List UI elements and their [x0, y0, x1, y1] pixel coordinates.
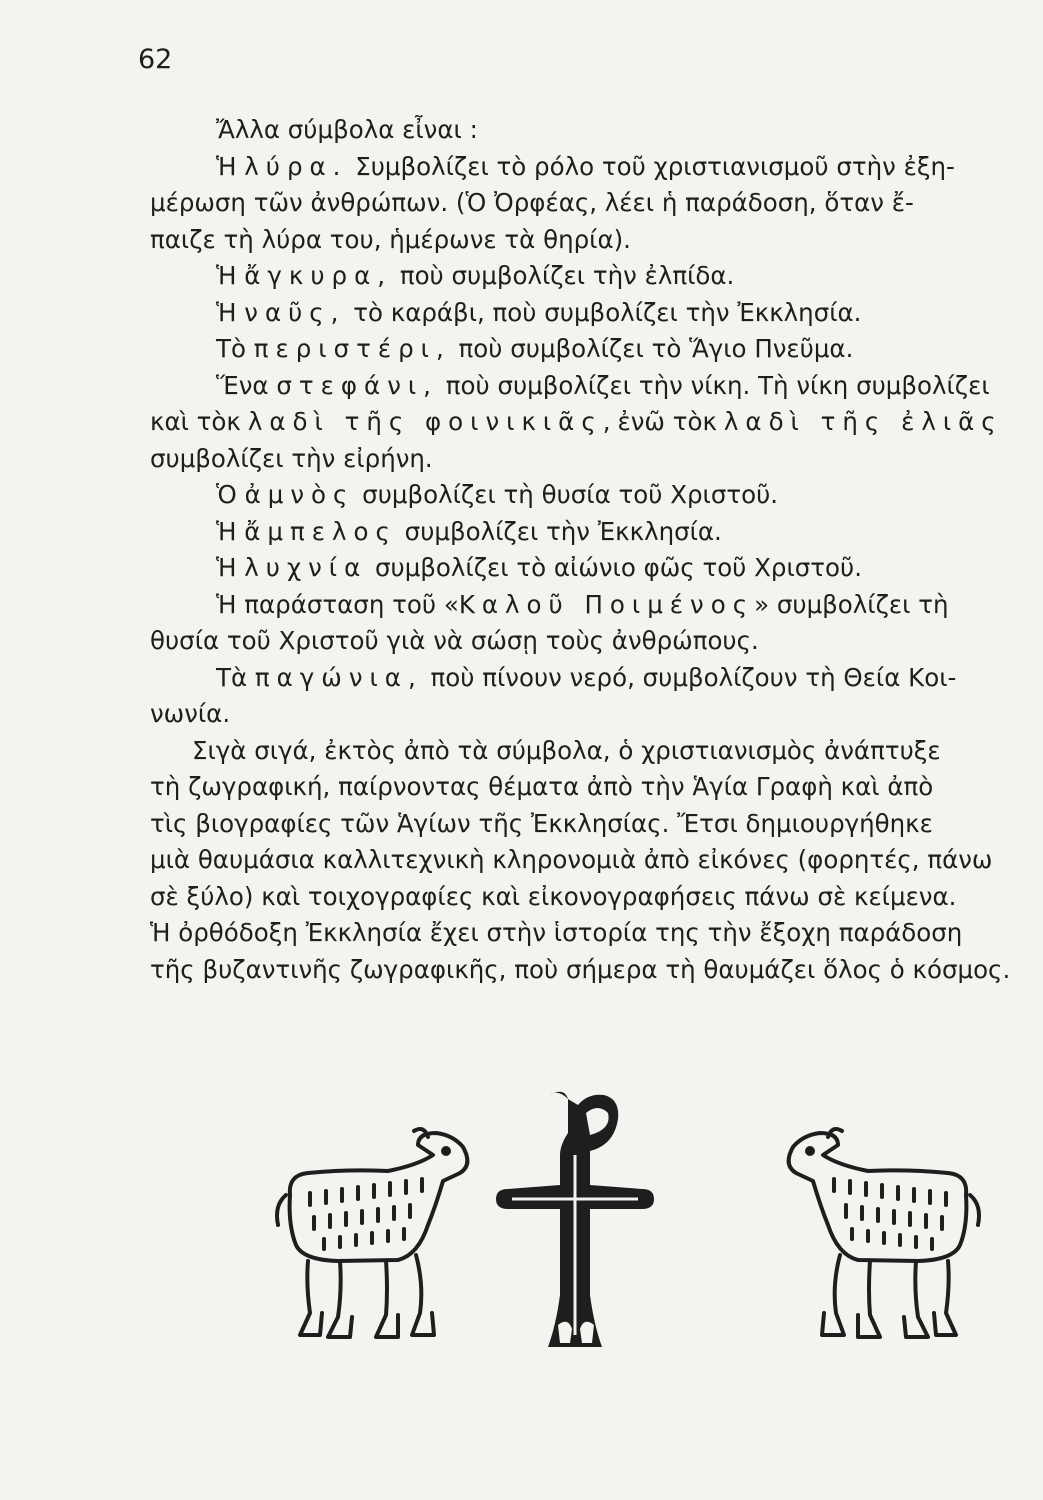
- text-line: Ἡ ὀρθόδοξη Ἐκκλησία ἔχει στὴν ἱστορία της τὴν ἔξοχη παράδοση: [150, 918, 963, 947]
- text-line: Ἄλλα σύμβολα εἶναι :: [216, 115, 478, 144]
- body-text: [150, 112, 1011, 988]
- text-line: Ἡ λυχνία συμβολίζει τὸ αἰώνιο φῶς τοῦ Χριστοῦ.: [216, 553, 863, 582]
- lambs-cross-illustration: [268, 1085, 988, 1385]
- text-line: συμβολίζει τὴν εἰρήνη.: [150, 443, 433, 473]
- text-line: μέρωση τῶν ἀνθρώπων. (Ὁ Ὀρφέας, λέει ἡ παράδοση, ὅταν ἔ-: [150, 188, 914, 217]
- text-line: Σιγὰ σιγά, ἐκτὸς ἀπὸ τὰ σύμβολα, ὁ χριστιανισμὸς ἀνάπτυξε: [192, 735, 941, 765]
- page-number: 62: [138, 44, 173, 75]
- text-line: τῆς βυζαντινῆς ζωγραφικῆς, ποὺ σήμερα τὴ θαυμάζει ὅλος ὁ κόσμος.: [150, 954, 1011, 984]
- text-line: Τὰ παγώνια, ποὺ πίνουν νερό, συμβολίζουν τὴ Θεία Κοι-: [216, 662, 957, 692]
- text-line: Ἡ λύρα. Συμβολίζει τὸ ρόλο τοῦ χριστιανισμοῦ στὴν ἐξη-: [216, 151, 955, 181]
- text-line: μιὰ θαυμάσια καλλιτεχνικὴ κληρονομιὰ ἀπὸ εἰκόνες (φορητές, πάνω: [150, 845, 993, 874]
- text-line: Ὁ ἀμνὸς συμβολίζει τὴ θυσία τοῦ Χριστοῦ.: [216, 480, 779, 509]
- right-lamb-fleece: [834, 1179, 946, 1249]
- text-line: Ἡ ναῦς, τὸ καράβι, ποὺ συμβολίζει τὴν Ἐκκλησία.: [216, 297, 862, 327]
- text-line: παιζε τὴ λύρα του, ἡμέρωνε τὰ θηρία).: [150, 224, 631, 254]
- text-line: τὶς βιογραφίες τῶν Ἁγίων τῆς Ἐκκλησίας. Ἔτσι δημιουργήθηκε: [150, 808, 933, 838]
- text-line: Ἡ ἄγκυρα, ποὺ συμβολίζει τὴν ἐλπίδα.: [216, 261, 735, 290]
- text-line: νωνία.: [150, 699, 231, 728]
- text-line: καὶ τὸ κλαδὶ τῆς φοινικιᾶς, ἐνῶ τὸ κλαδὶ τῆς ἐλιᾶς: [150, 407, 1003, 436]
- text-line: Τὸ περιστέρι, ποὺ συμβολίζει τὸ Ἅγιο Πνεῦμα.: [216, 334, 854, 363]
- text-line: Ἡ παράσταση τοῦ «Καλοῦ Ποιμένος» συμβολίζει τὴ: [216, 589, 949, 619]
- text-line: θυσία τοῦ Χριστοῦ γιὰ νὰ σώσῃ τοὺς ἀνθρώπους.: [150, 626, 759, 655]
- text-line: Ἕνα στεφάνι, ποὺ συμβολίζει τὴν νίκη. Τὴ νίκη συμβολίζει: [216, 370, 990, 400]
- cross-icon: [496, 1092, 654, 1347]
- text-line: Ἡ ἄμπελος συμβολίζει τὴν Ἐκκλησία.: [216, 516, 722, 546]
- text-line: σὲ ξύλο) καὶ τοιχογραφίες καὶ εἰκονογραφήσεις πάνω σὲ κείμενα.: [150, 881, 957, 911]
- left-lamb-fleece: [310, 1179, 422, 1249]
- text-line: τὴ ζωγραφική, παίρνοντας θέματα ἀπὸ τὴν Ἁγία Γραφὴ καὶ ἀπὸ: [150, 772, 934, 801]
